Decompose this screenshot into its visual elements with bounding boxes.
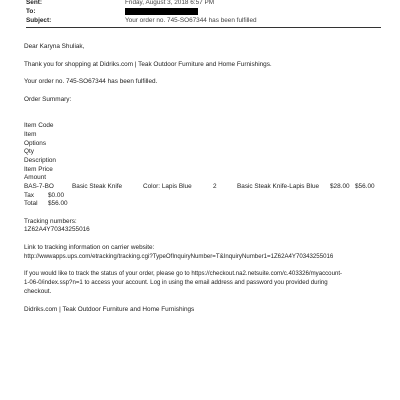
status-line-2: 1-06-0/index.ssp?n=1 to access your account. Log in using the email address and password you provided during bbox=[24, 279, 328, 286]
total-label: Total bbox=[24, 200, 38, 207]
line-item-name: Basic Steak Knife bbox=[72, 183, 123, 190]
carrier-tracking-url[interactable]: http://wwwapps.ups.com/etracking/tracking.cgi?TypeOfInquiryNumber=T&InquiryNumber1=1Z62A4Y70343255016 bbox=[24, 253, 334, 260]
line-item-price: $28.00 bbox=[330, 183, 350, 190]
col-item: Item bbox=[24, 131, 37, 138]
subject-label: Subject: bbox=[26, 17, 52, 24]
sent-value: Friday, August 3, 2018 6:57 PM bbox=[125, 0, 215, 6]
col-options: Options bbox=[24, 140, 47, 147]
status-line-1: If you would like to track the status of your order, please go to https://checkout.na2.netsuite.com/c.403326/myaccount- bbox=[24, 270, 343, 277]
line-item-description: Basic Steak Knife-Lapis Blue bbox=[237, 183, 320, 190]
order-summary-heading: Order Summary: bbox=[24, 96, 72, 103]
carrier-link-label: Link to tracking information on carrier website: bbox=[24, 244, 155, 251]
line-item-amount: $56.00 bbox=[355, 183, 375, 190]
tracking-number: 1Z62A4Y70343255016 bbox=[24, 226, 90, 233]
tax-label: Tax bbox=[24, 192, 34, 199]
col-amount: Amount bbox=[24, 174, 47, 181]
col-qty: Qty bbox=[24, 148, 34, 155]
line-item-qty: 2 bbox=[213, 183, 217, 190]
col-item-price: Item Price bbox=[24, 166, 53, 173]
thanks-line: Thank you for shopping at Didriks.com | Teak Outdoor Furniture and Home Furnishings. bbox=[24, 61, 272, 68]
redacted-recipient bbox=[125, 8, 198, 15]
tracking-label: Tracking numbers: bbox=[24, 218, 77, 225]
greeting: Dear Karyna Shuliak, bbox=[24, 43, 85, 50]
col-description: Description bbox=[24, 157, 56, 164]
signature: Didriks.com | Teak Outdoor Furniture and Home Furnishings bbox=[24, 306, 195, 313]
to-label: To: bbox=[26, 8, 36, 15]
col-item-code: Item Code bbox=[24, 122, 54, 129]
status-line-3: checkout. bbox=[24, 288, 52, 295]
fulfilled-line: Your order no. 745-SO67344 has been fulfilled. bbox=[24, 78, 158, 85]
tax-value: $0.00 bbox=[48, 192, 64, 199]
line-item-options: Color: Lapis Blue bbox=[143, 183, 192, 190]
total-value: $56.00 bbox=[48, 200, 68, 207]
sent-label: Sent: bbox=[26, 0, 42, 6]
subject-value: Your order no. 745-SO67344 has been fulfilled bbox=[125, 17, 257, 24]
header-divider bbox=[26, 27, 381, 28]
carrier-tracking-link[interactable] bbox=[24, 253, 333, 261]
line-item-code: BAS-7-BO bbox=[24, 183, 54, 190]
